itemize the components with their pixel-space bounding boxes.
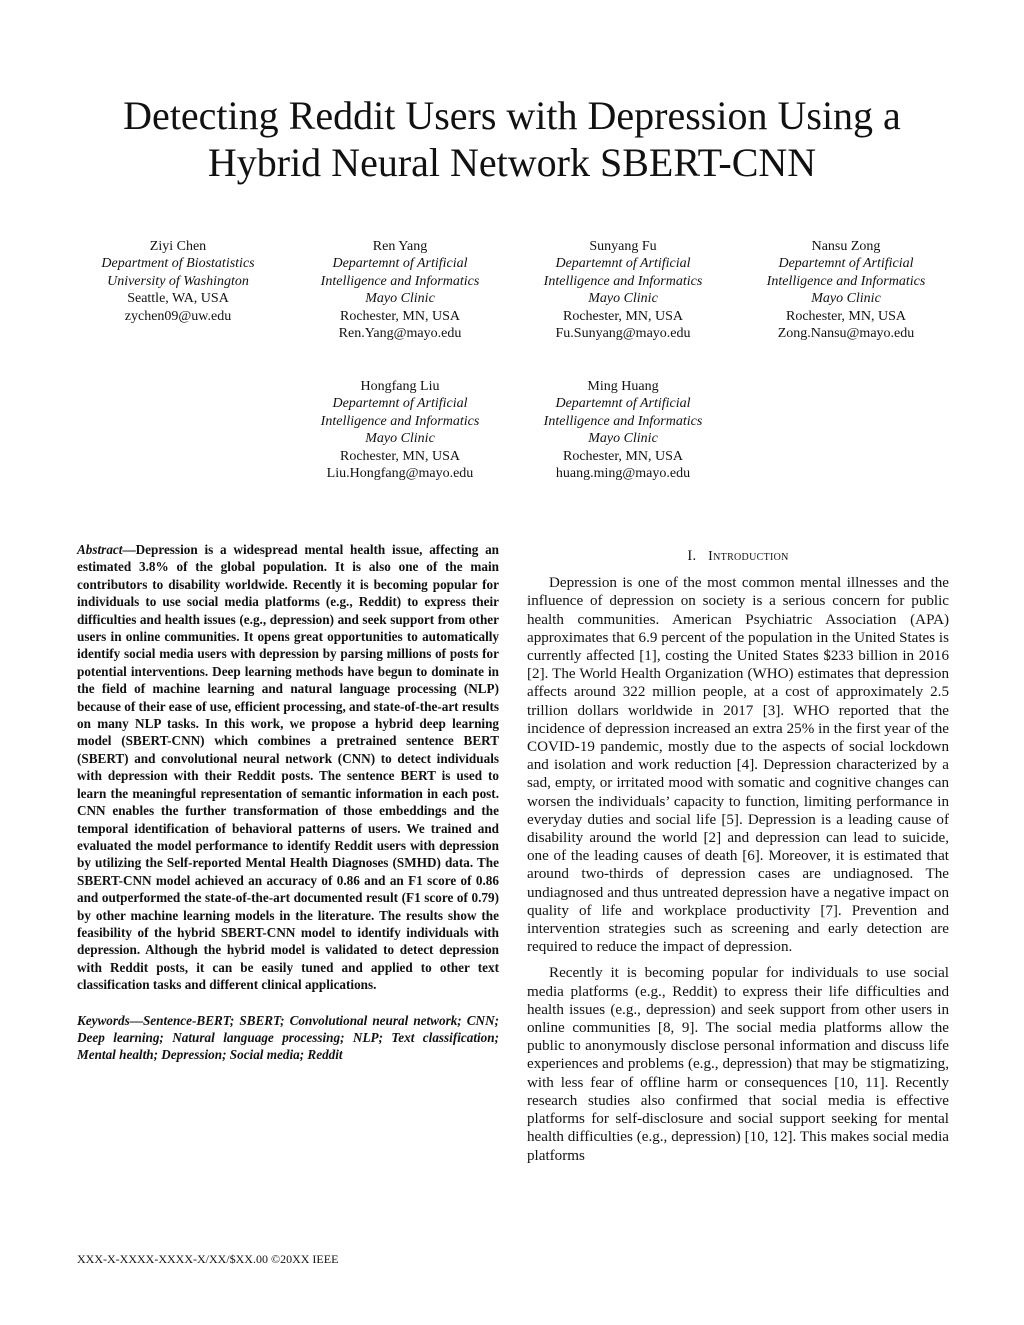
author-affiliation: Mayo Clinic	[588, 291, 658, 307]
author-name: Nansu Zong	[811, 239, 881, 254]
author-email[interactable]: huang.ming@mayo.edu	[555, 466, 691, 482]
author-location: Rochester, MN, USA	[786, 308, 906, 324]
author-email[interactable]: Liu.Hongfang@mayo.edu	[326, 466, 474, 482]
author-affiliation: Department of Biostatistics	[101, 256, 255, 272]
abstract	[77, 541, 499, 994]
author-location: Seattle, WA, USA	[127, 291, 229, 307]
intro-paragraph: Recently it is becoming popular for individuals to use social media platforms (e.g., Reddit) to express their life difficulties and health issues (e.g., depression) and seek support from other users in online communities [8, 9]. The social media platforms allow the public to anonymously disclose personal information and discuss life experiences and problems (e.g., depression) that may be stigmatizing, with less fear of offline harm or consequences [10, 11]. Recently research studies also confirmed that social media is effective platforms for self-disclosure and social support seeking for mental health difficulties (e.g., depression) [10, 12]. This makes social media platforms	[527, 965, 949, 1164]
author-affiliation: Intelligence and Informatics	[320, 413, 480, 429]
title-line-1: Detecting Reddit Users with Depression Using a	[123, 93, 901, 138]
author-email[interactable]: Fu.Sunyang@mayo.edu	[555, 326, 691, 342]
author-name: Ziyi Chen	[149, 239, 207, 254]
author-affiliation: Intelligence and Informatics	[543, 273, 703, 289]
author-email[interactable]: Zong.Nansu@mayo.edu	[777, 326, 915, 342]
author-affiliation: Departemnt of Artificial	[332, 256, 468, 272]
introduction-column	[527, 541, 949, 1173]
author-block	[523, 378, 723, 482]
author-name: Sunyang Fu	[589, 239, 657, 254]
author-block	[300, 378, 500, 482]
author-location: Rochester, MN, USA	[563, 448, 683, 464]
section-title: Introduction	[708, 549, 789, 564]
abstract-column	[77, 541, 499, 1064]
author-affiliation: Mayo Clinic	[588, 431, 658, 447]
author-affiliation: Departemnt of Artificial	[778, 256, 914, 272]
author-affiliation: Mayo Clinic	[365, 431, 435, 447]
intro-paragraph: Depression is one of the most common mental illnesses and the influence of depression on society is a serious concern for public health communities. American Psychiatric Association (APA) approximates that 6.9 percent of the population in the United States is currently affected [1], costing the United States $233 billion in 2016 [2]. The World Health Organization (WHO) estimates that depression affects around 322 million people, at a cost of approximately 2.5 trillion dollars worldwide in 2017 [3]. WHO reported that the incidence of depression increased an extra 25% in the first year of the COVID-19 pandemic, mostly due to the aspects of social lockdown and isolation and work reduction [4]. Depression characterized by a sad, empty, or irritated mood with somatic and cognitive changes can worsen the individuals’ capacity to function, limiting performance in everyday duties and social life [5]. Depression is a leading cause of disability around the world [2] and depression can lead to suicide, one of the leading causes of death [6]. Moreover, it is estimated that around two-thirds of depression cases are undiagnosed. The undiagnosed and thus untreated depression have a negative impact on quality of life and workplace productivity [7]. Prevention and intervention strategies such as screening and early detection are required to reduce the impact of depression.	[527, 575, 949, 956]
section-heading	[527, 547, 949, 566]
author-affiliation: Mayo Clinic	[365, 291, 435, 307]
author-affiliation: Departemnt of Artificial	[555, 396, 691, 412]
author-block	[746, 238, 946, 342]
author-affiliation: University of Washington	[107, 273, 249, 289]
keywords-text: —Sentence-BERT; SBERT; Convolutional neural network; CNN; Deep learning; Natural language processing; NLP; Text classification; Mental health; Depression; Social media; Reddit	[77, 1012, 499, 1063]
author-block	[78, 238, 278, 325]
author-name: Hongfang Liu	[360, 379, 440, 394]
author-block	[523, 238, 723, 342]
author-email[interactable]: Ren.Yang@mayo.edu	[338, 326, 462, 342]
author-affiliation: Mayo Clinic	[811, 291, 881, 307]
author-location: Rochester, MN, USA	[340, 308, 460, 324]
author-email[interactable]: zychen09@uw.edu	[124, 308, 232, 324]
copyright-footer: XXX-X-XXXX-XXXX-X/XX/$XX.00 ©20XX IEEE	[77, 1252, 339, 1266]
abstract-label: Abstract	[77, 542, 123, 557]
author-location: Rochester, MN, USA	[340, 448, 460, 464]
author-location: Rochester, MN, USA	[563, 308, 683, 324]
author-name: Ren Yang	[372, 239, 428, 254]
author-name: Ming Huang	[587, 379, 659, 394]
paper-title	[0, 92, 1024, 186]
author-affiliation: Intelligence and Informatics	[543, 413, 703, 429]
author-affiliation: Intelligence and Informatics	[766, 273, 926, 289]
keywords-label: Keywords	[77, 1012, 130, 1028]
author-affiliation: Intelligence and Informatics	[320, 273, 480, 289]
author-affiliation: Departemnt of Artificial	[555, 256, 691, 272]
abstract-text: —Depression is a widespread mental health issue, affecting an estimated 3.8% of the global population. It is also one of the main contributors to disability worldwide. Recently it is becoming popular for individuals to use social media platforms (e.g., Reddit) to express their difficulties and health issues (e.g., depression) and seek support from other users in online communities. It opens great opportunities to automatically identify social media users with depression by parsing millions of posts for potential interventions. Deep learning methods have begun to dominate in the field of machine learning and natural language processing (NLP) because of their ease of use, efficient processing, and state-of-the-art results on many NLP tasks. In this work, we propose a hybrid deep learning model (SBERT-CNN) which combines a pretrained sentence BERT (SBERT) and convolutional neural network (CNN) to detect individuals with depression with their Reddit posts. The sentence BERT is used to learn the meaningful representation of semantic information in each post. CNN enables the further transformation of those embeddings and the temporal identification of behavioral patterns of users. We trained and evaluated the model performance to identify Reddit users with depression by utilizing the Self-reported Mental Health Diagnoses (SMHD) data. The SBERT-CNN model achieved an accuracy of 0.86 and an F1 score of 0.86 and outperformed the state-of-the-art documented result (F1 score of 0.79) by other machine learning models in the literature. The results show the feasibility of the hybrid SBERT-CNN model to identify individuals with depression. Although the hybrid model is validated to detect depression with Reddit posts, it can be easily tuned and applied to other text classification tasks and different clinical applications.	[77, 542, 499, 993]
author-affiliation: Departemnt of Artificial	[332, 396, 468, 412]
title-line-2: Hybrid Neural Network SBERT-CNN	[207, 140, 817, 185]
author-block	[300, 238, 500, 342]
section-number: I.	[687, 548, 697, 564]
keywords	[77, 1012, 499, 1064]
